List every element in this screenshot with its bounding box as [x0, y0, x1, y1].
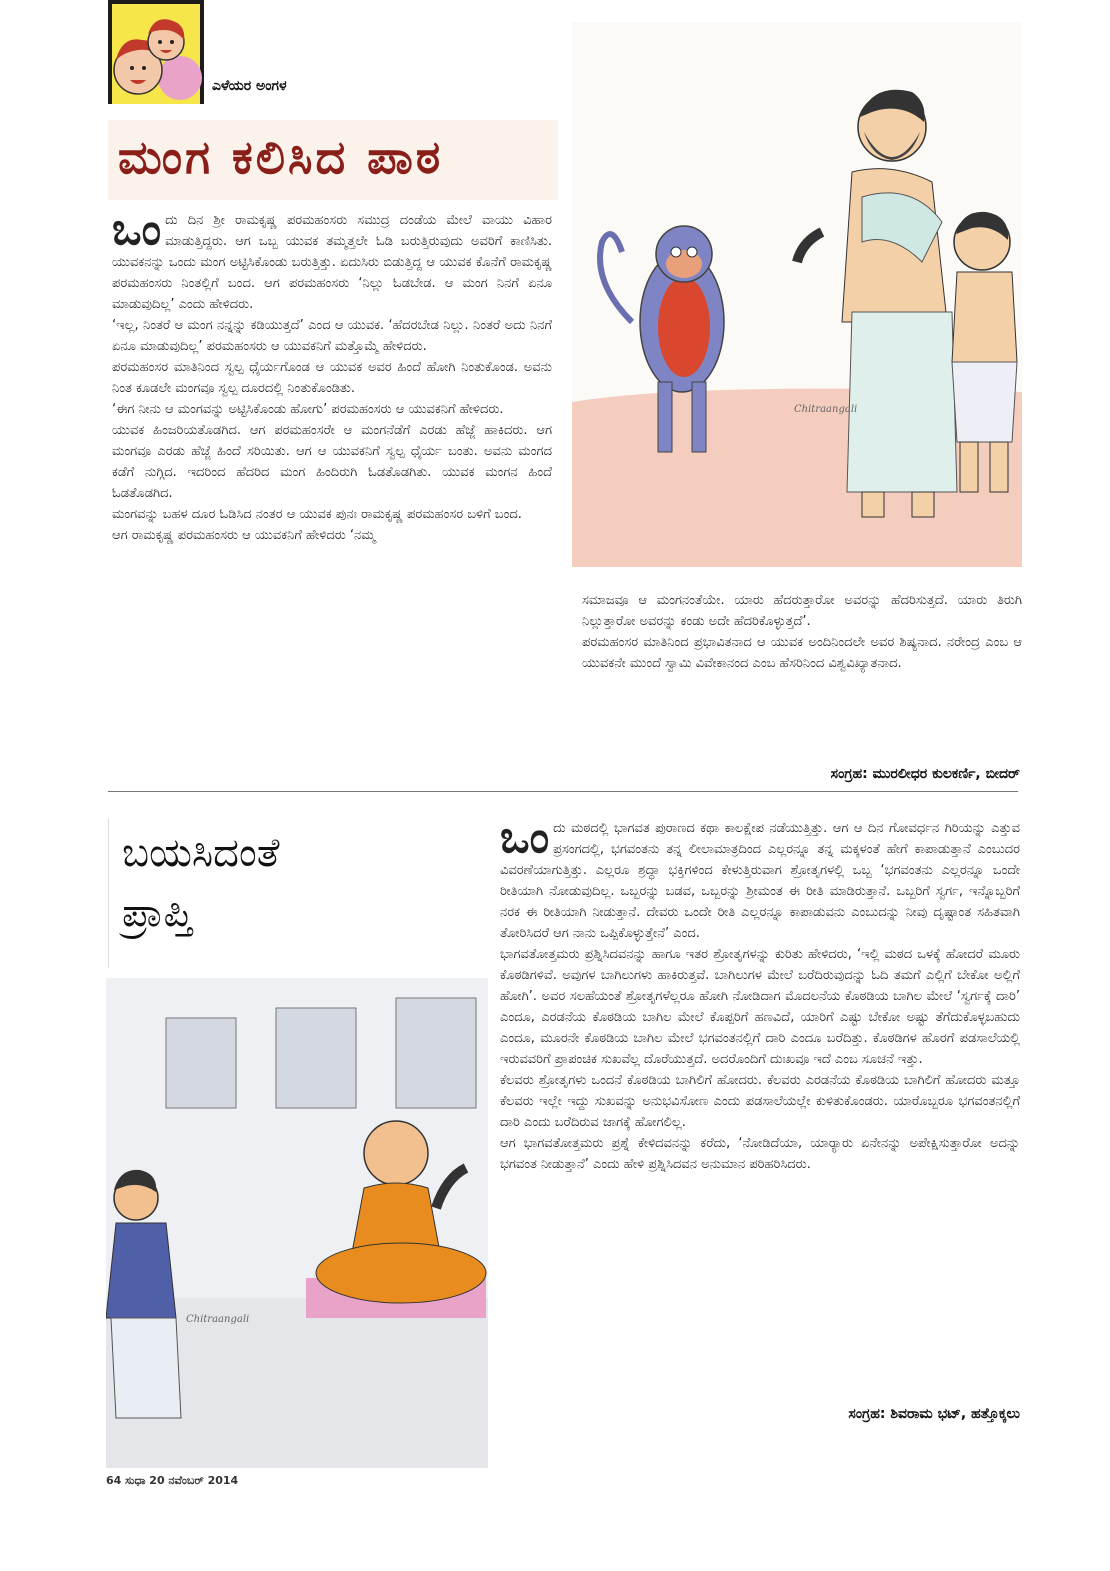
story1-paragraph: ‘ಈಗ ನೀನು ಆ ಮಂಗವನ್ನು ಅಟ್ಟಿಸಿಕೊಂಡು ಹೋಗು’ ಪರಮಹಂಸರು ಆ ಯುವಕನಿಗೆ ಹೇಳಿದರು. [112, 402, 504, 417]
story1-paragraph: ಯುವಕ ಹಿಂಜರಿಯತೊಡಗಿದ. ಆಗ ಪರಮಹಂಸರೇ ಆ ಮಂಗನೆಡೆಗೆ ಎರಡು ಹೆಜ್ಜೆ ಹಾಕಿದರು. ಆಗ ಮಂಗವೂ ಎರಡು ಹೆಜ್ಜೆ ಹಿಂದೆ ಸರಿಯಿತು. ಆಗ ಆ ಯುವಕನಿಗೆ ಸ್ವಲ್ಪ ಧೈರ್ಯ ಬಂತು. ಅವನು ಮಂಗದ ಕಡೆಗೆ ನುಗ್ಗಿದ. ಇದರಿಂದ ಹೆದರಿದ ಮಂಗ ಹಿಂದಿರುಗಿ ಓಡತೊಡಗಿತು. ಯುವಕ ಮಂಗನ ಹಿಂದೆ ಓಡತೊಡಗಿದ. [112, 423, 552, 501]
paragraph-text: ದು ಮಠದಲ್ಲಿ ಭಾಗವತ ಪುರಾಣದ ಕಥಾ ಕಾಲಕ್ಷೇಪ ನಡೆಯುತ್ತಿತ್ತು. ಆಗ ಆ ದಿನ ಗೋವರ್ಧನ ಗಿರಿಯನ್ನು ಎತ್ತುವ ಪ್ರಸಂಗದಲ್ಲಿ, ಭಗವಂತನು ತನ್ನ ಲೀಲಾಮಾತ್ರದಿಂದ ಎಲ್ಲರನ್ನೂ ತನ್ನ ಮಕ್ಕಳಂತೆ ಹೇಗೆ ಕಾಪಾಡುತ್ತಾನೆ ಎಂಬುದರ ವಿವರಣೆಯಾಗುತ್ತಿತ್ತು. ಎಲ್ಲರೂ ಶ್ರದ್ಧಾ ಭಕ್ತಿಗಳಿಂದ ಕೇಳುತ್ತಿರುವಾಗ ಶ್ರೋತೃಗಳಲ್ಲಿ ಒಬ್ಬ ‘ಭಗವಂತನು ಎಲ್ಲರನ್ನೂ ಒಂದೇ ರೀತಿಯಾಗಿ ನೋಡುವುದಿಲ್ಲ. ಒಬ್ಬರನ್ನು ಬಡವ, ಒಬ್ಬರನ್ನು ಶ್ರೀಮಂತ ಈ ರೀತಿ ಮಾಡಿರುತ್ತಾನೆ. ಒಬ್ಬರಿಗೆ ಸ್ವರ್ಗ, ಇನ್ನೊಬ್ಬರಿಗೆ ನರಕ ಈ ರೀತಿಯಾಗಿ ನೀಡುತ್ತಾನೆ. ದೇವರು ಒಂದೇ ರೀತಿ ಎಲ್ಲರನ್ನೂ ಕಾಪಾಡುವನು ಎಂಬುದನ್ನು ನೀವು ದೃಷ್ಟಾಂತ ಸಹಿತವಾಗಿ ತೋರಿಸಿದರೆ ಆಗ ನಾನು ಒಪ್ಪಿಕೊಳ್ಳುತ್ತೇನೆ’ ಎಂದ. [500, 821, 1020, 941]
paragraph-text: ದು ದಿನ ಶ್ರೀ ರಾಮಕೃಷ್ಣ ಪರಮಹಂಸರು ಸಮುದ್ರ ದಂಡೆಯ ಮೇಲೆ ವಾಯು ವಿಹಾರ ಮಾಡುತ್ತಿದ್ದರು. ಆಗ ಒಬ್ಬ ಯುವಕ ತಮ್ಮತ್ತಲೇ ಓಡಿ ಬರುತ್ತಿರುವುದು ಅವರಿಗೆ ಕಾಣಿಸಿತು. ಯುವಕನನ್ನು ಒಂದು ಮಂಗ ಅಟ್ಟಿಸಿಕೊಂಡು ಬರುತ್ತಿತ್ತು. ಏದುಸಿರು ಬಿಡುತ್ತಿದ್ದ ಆ ಯುವಕ ಕೊನೆಗೆ ರಾಮಕೃಷ್ಣ ಪರಮಹಂಸರು ನಿಂತಲ್ಲಿಗೆ ಬಂದ. ಆಗ ಪರಮಹಂಸರು ‘ನಿಲ್ಲು ಓಡಬೇಡ. ಆ ಮಂಗ ನಿನಗೆ ಏನೂ ಮಾಡುವುದಿಲ್ಲ’ ಎಂದು ಹೇಳಿದರು. [112, 213, 552, 312]
story2-paragraph: ಭಾಗವತೋತ್ತಮರು ಪ್ರಶ್ನಿಸಿದವನನ್ನು ಹಾಗೂ ಇತರ ಶ್ರೋತೃಗಳನ್ನು ಕುರಿತು ಹೇಳಿದರು, ‘ಇಲ್ಲಿ ಮಠದ ಒಳಕ್ಕೆ ಹೋದರೆ ಮೂರು ಕೊಠಡಿಗಳಿವೆ. ಅವುಗಳ ಬಾಗಿಲುಗಳು ಹಾಕಿರುತ್ತವೆ. ಬಾಗಿಲುಗಳ ಮೇಲೆ ಬರೆದಿರುವುದನ್ನು ಓದಿ ತಮಗೆ ಎಲ್ಲಿಗೆ ಬೇಕೋ ಅಲ್ಲಿಗೆ ಹೋಗಿ’. ಅವರ ಸಲಹೆಯಂತೆ ಶ್ರೋತೃಗಳೆಲ್ಲರೂ ಹೋಗಿ ನೋಡಿದಾಗ ಮೊದಲನೆಯ ಕೊಠಡಿಯ ಬಾಗಿಲ ಮೇಲೆ ‘ಸ್ವರ್ಗಕ್ಕೆ ದಾರಿ’ ಎಂದೂ, ಎರಡನೆಯ ಕೊಠಡಿಯ ಬಾಗಿಲ ಮೇಲೆ ಕೊಪ್ಪರಿಗೆ ಹಣವಿದೆ, ಯಾರಿಗೆ ಎಷ್ಟು ಬೇಕೋ ಅಷ್ಟು ತೆಗೆದುಕೊಳ್ಳಬಹುದು ಎಂದೂ, ಮೂರನೇ ಕೊಠಡಿಯ ಬಾಗಿಲ ಮೇಲೆ ಭಗವಂತನಲ್ಲಿಗೆ ದಾರಿ ಎಂದೂ ಬರೆದಿತ್ತು. ಕೊಠಡಿಗಳ ಹೊರಗೆ ಪಡಸಾಲೆಯಲ್ಲಿ ಇರುವವರಿಗೆ ಪ್ರಾಪಂಚಿಕ ಸುಖವೆಲ್ಲ ದೊರೆಯುತ್ತದೆ. ಅದರೊಂದಿಗೆ ದುಃಖವೂ ಇದೆ ಎಂಬ ಸೂಚನೆ ಇತ್ತು. [500, 947, 1020, 1067]
dropcap: ಒಂ [112, 204, 162, 255]
story1-column1 [112, 204, 552, 546]
section-label: ಎಳೆಯರ ಅಂಗಳ [212, 78, 287, 94]
signature: Chitraangali [186, 1314, 250, 1325]
story1-title: ಮಂಗ ಕಲಿಸಿದ ಪಾಠ [118, 130, 444, 184]
story-divider [108, 791, 1018, 792]
story2-paragraph [500, 812, 1020, 944]
story2-paragraph: ಕೆಲವರು ಶ್ರೋತೃಗಳು ಒಂದನೆ ಕೊಠಡಿಯ ಬಾಗಿಲಿಗೆ ಹೋದರು. ಕೆಲವರು ಎರಡನೆಯ ಕೊಠಡಿಯ ಬಾಗಿಲಿಗೆ ಹೋದರು ಮತ್ತೂ ಕೆಲವರು ಇಲ್ಲೇ ಇದ್ದು ಸುಖವನ್ನು ಅನುಭವಿಸೋಣ ಎಂದು ಪಡಸಾಲೆಯಲ್ಲೇ ಕುಳಿತುಕೊಂಡರು. ಯಾರೊಬ್ಬರೂ ಭಗವಂತನಲ್ಲಿಗೆ ದಾರಿ ಎಂದು ಬರೆದಿರುವ ಜಾಗಕ್ಕೆ ಹೋಗಲಿಲ್ಲ. [500, 1073, 1020, 1130]
page-footer: 64 ಸುಧಾ 20 ನವೆಂಬರ್ 2014 [106, 1474, 239, 1487]
story1-paragraph: ಸಮಾಜವೂ ಆ ಮಂಗನಂತೆಯೇ. ಯಾರು ಹೆದರುತ್ತಾರೋ ಅವರನ್ನು ಹೆದರಿಸುತ್ತದೆ. ಯಾರು ತಿರುಗಿ ನಿಲ್ಲುತ್ತಾರೋ ಅವರನ್ನು ಕಂಡು ಅದೇ ಹೆದರಿಕೊಳ್ಳುತ್ತದೆ’. [582, 593, 1022, 629]
story1-paragraph: ಪರಮಹಂಸರ ಮಾತಿನಿಂದ ಸ್ವಲ್ಪ ಧೈರ್ಯಗೊಂಡ ಆ ಯುವಕ ಅವರ ಹಿಂದೆ ಹೋಗಿ ನಿಂತುಕೊಂಡ. ಅವನು ನಿಂತ ಕೂಡಲೇ ಮಂಗವೂ ಸ್ವಲ್ಪ ದೂರದಲ್ಲಿ ನಿಂತುಕೊಂಡಿತು. [112, 360, 552, 396]
section-logo [108, 0, 204, 104]
story2-title-line1: ಬಯಸಿದಂತೆ [122, 830, 280, 876]
dropcap: ಒಂ [500, 812, 550, 863]
story2-illustration [106, 978, 488, 1468]
story1-paragraph: ಪರಮಹಂಸರ ಮಾತಿನಿಂದ ಪ್ರಭಾವಿತನಾದ ಆ ಯುವಕ ಅಂದಿನಿಂದಲೇ ಅವರ ಶಿಷ್ಯನಾದ. ನರೇಂದ್ರ ಎಂಬ ಆ ಯುವಕನೇ ಮುಂದೆ ಸ್ವಾಮಿ ವಿವೇಕಾನಂದ ಎಂಬ ಹೆಸರಿನಿಂದ ವಿಶ್ವವಿಖ್ಯಾತನಾದ. [582, 635, 1022, 671]
story1-paragraph: ಆಗ ರಾಮಕೃಷ್ಣ ಪರಮಹಂಸರು ಆ ಯುವಕನಿಗೆ ಹೇಳಿದರು ‘ನಮ್ಮ [112, 528, 376, 543]
signature: Chitraangali [794, 404, 858, 415]
story1-credit: ಸಂಗ್ರಹ: ಮುರಲೀಧರ ಕುಲಕರ್ಣಿ, ಬೀದರ್ [830, 766, 1020, 782]
story2-paragraph: ಆಗ ಭಾಗವತೋತ್ತಮರು ಪ್ರಶ್ನೆ ಕೇಳಿದವನನ್ನು ಕರೆದು, ‘ನೋಡಿದೆಯಾ, ಯಾರ್‍ಯಾರು ಏನೇನನ್ನು ಅಪೇಕ್ಷಿಸುತ್ತಾರೋ ಅದನ್ನು ಭಗವಂತ ನೀಡುತ್ತಾನೆ’ ಎಂದು ಹೇಳಿ ಪ್ರಶ್ನಿಸಿದವನ ಅನುಮಾನ ಪರಿಹರಿಸಿದರು. [500, 1136, 1020, 1172]
story1-column2 [582, 590, 1022, 674]
story1-paragraph [112, 204, 552, 315]
story1-paragraph: ‘ಇಲ್ಲ, ನಿಂತರೆ ಆ ಮಂಗ ನನ್ನನ್ನು ಕಡಿಯುತ್ತದೆ’ ಎಂದ ಆ ಯುವಕ. ‘ಹೆದರಬೇಡ ನಿಲ್ಲು. ನಿಂತರೆ ಅದು ನಿನಗೆ ಏನೂ ಮಾಡುವುದಿಲ್ಲ’ ಪರಮಹಂಸರು ಆ ಯುವಕನಿಗೆ ಮತ್ತೊಮ್ಮೆ ಹೇಳಿದರು. [112, 318, 552, 354]
story1-paragraph: ಮಂಗವನ್ನು ಬಹಳ ದೂರ ಓಡಿಸಿದ ನಂತರ ಆ ಯುವಕ ಪುನಃ ರಾಮಕೃಷ್ಣ ಪರಮಹಂಸರ ಬಳಿಗೆ ಬಂದ. [112, 507, 522, 522]
story2-credit: ಸಂಗ್ರಹ: ಶಿವರಾಮ ಭಟ್, ಹತ್ತೊಕ್ಕಲು [848, 1406, 1020, 1422]
children-logo-icon [108, 0, 204, 104]
story2-title-line2: ಪ್ರಾಪ್ತಿ [122, 890, 193, 936]
story2-column [500, 812, 1020, 1175]
story1-illustration [572, 22, 1022, 567]
